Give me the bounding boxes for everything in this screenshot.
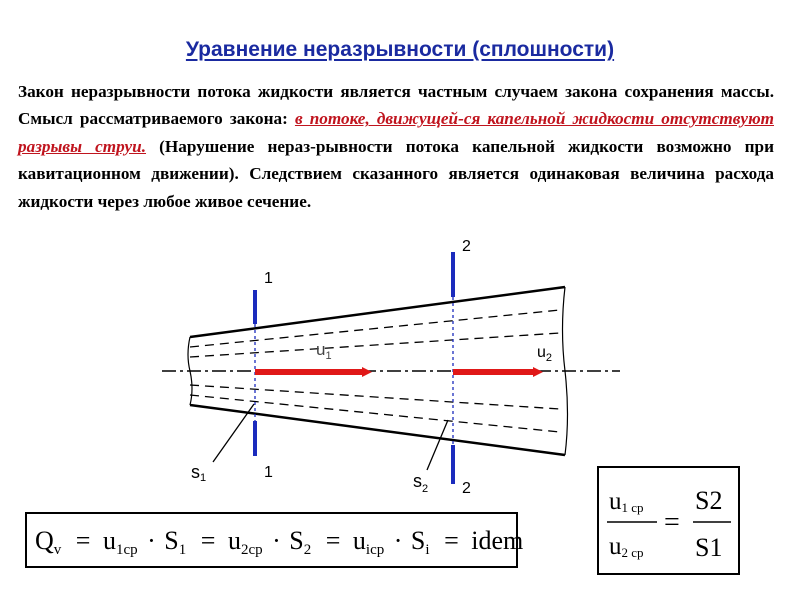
flow-dot-3: · xyxy=(393,526,403,555)
flow-eq-4: = xyxy=(444,526,459,555)
pipe-top-wall xyxy=(190,287,565,337)
area-1-leader xyxy=(213,404,254,462)
flow-S2: S xyxy=(289,526,304,555)
paragraph-text-after: (Нарушение нераз-рывности потока капельной жидкости возможно при кавитационном движении). Следствием сказанного является одинаковая величина расхода жидкости через любое живое сечение. xyxy=(18,136,774,211)
section-1-bottom-label: 1 xyxy=(264,464,273,481)
flow-eq-2: = xyxy=(200,526,216,555)
section-2-bottom-label: 2 xyxy=(462,480,471,497)
streamline-3 xyxy=(190,385,560,409)
flow-idem: idem xyxy=(471,526,524,555)
flow-u1: u xyxy=(102,526,116,555)
streamline-2 xyxy=(190,333,560,357)
flow-S1: S xyxy=(164,526,179,555)
velocity-1-label: $u_1$ xyxy=(316,340,332,362)
ratio-equals: = xyxy=(664,507,680,538)
paragraph-text-before: Закон неразрывности потока жидкости является частным случаем закона сохранения массы. Смысл рассматриваемого закона: xyxy=(18,82,774,129)
flow-Si-sub: i xyxy=(425,542,430,558)
ratio-formula xyxy=(597,466,740,575)
flow-formula xyxy=(25,512,524,568)
flow-u2: u xyxy=(227,526,241,555)
svg-text:Qv = u1ср · S1 xyxy=(35,526,523,560)
flow-Q: Q xyxy=(35,526,54,555)
paragraph-highlight: в потоке, движущей-ся капельной жидкости отсутствуют разрывы струи. xyxy=(18,109,774,156)
ratio-denominator-right: S1 xyxy=(695,533,723,562)
flow-eq-1: = xyxy=(75,526,91,555)
area-1-label: s1 xyxy=(191,462,207,484)
ratio-numerator-right: S2 xyxy=(695,486,723,515)
pipe-bottom-wall xyxy=(190,405,565,455)
area-2-leader xyxy=(427,420,448,470)
flow-S1-sub: 1 xyxy=(178,542,187,558)
flow-ui-sub: iср xyxy=(365,542,385,558)
flow-S2-sub: 2 xyxy=(303,542,312,558)
flow-ui: u xyxy=(352,526,366,555)
flow-dot-1: · xyxy=(147,526,156,555)
flow-u2-sub: 2ср xyxy=(240,542,263,558)
section-1-top-label: 1 xyxy=(264,270,273,287)
flow-u1-sub: 1ср xyxy=(115,542,138,558)
flow-Q-sub: v xyxy=(53,542,62,558)
page-title: Уравнение неразрывности (сплошности) xyxy=(185,38,615,61)
section-2-top-label: 2 xyxy=(462,238,471,255)
area-2-label: $s_2$ xyxy=(413,471,429,495)
ratio-denominator-left: u2 ср xyxy=(609,533,644,560)
ratio-numerator-left: u1 ср xyxy=(609,488,644,515)
flow-Si: S xyxy=(410,526,426,555)
velocity-2-label: $u_2$ xyxy=(537,344,553,364)
flow-eq-3: = xyxy=(325,526,341,555)
flow-dot-2: · xyxy=(272,526,281,555)
